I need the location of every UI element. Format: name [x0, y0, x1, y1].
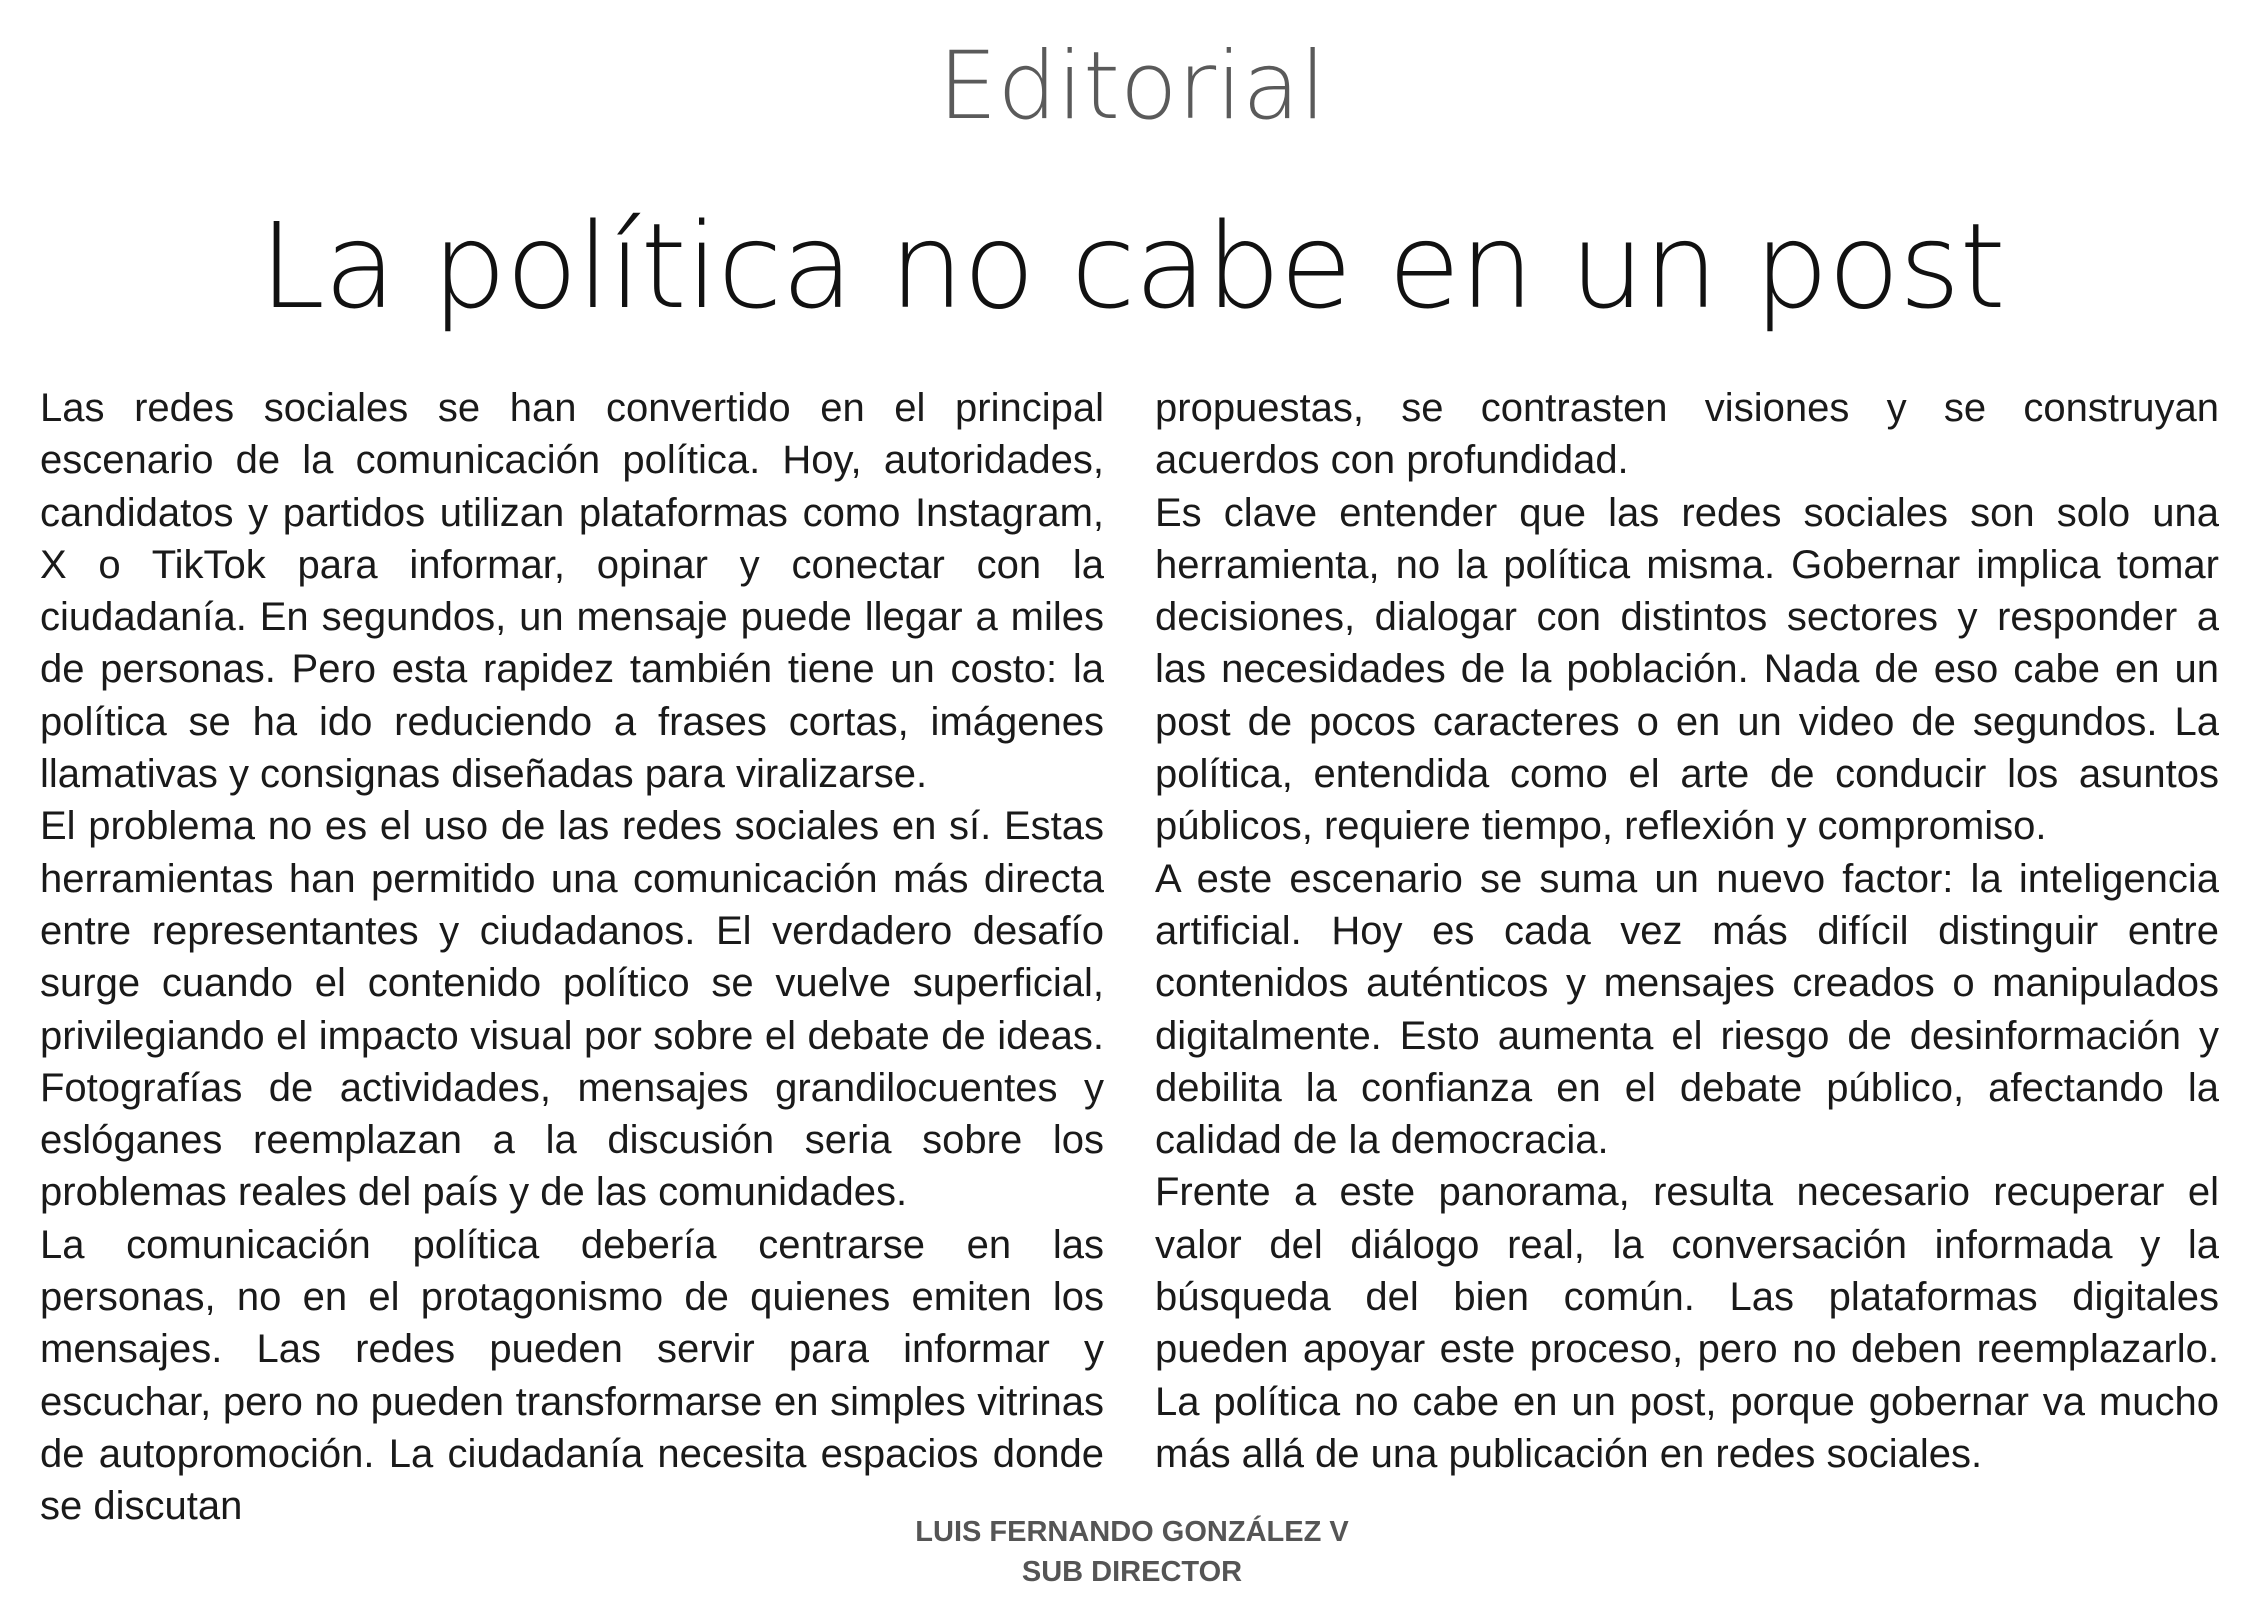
author-role: SUB DIRECTOR	[1021, 1556, 1243, 1588]
paragraph: Las redes sociales se han convertido en el principal escenario de la comunicación política. Hoy, autoridades, candidatos y partidos utilizan plataformas como Instagram, X o TikTok para informar, opinar y conectar con la ciudadanía. En segundos, un mensaje puede llegar a miles de personas. Pero esta rapidez también tiene un costo: la política se ha ido reduciendo a frases cortas, imágenes llamativas y consignas diseñadas para viralizarse.	[40, 386, 1104, 797]
article-column-right	[1155, 382, 2219, 1478]
paragraph: Es clave entender que las redes sociales son solo una herramienta, no la política misma. Gobernar implica tomar decisiones, dialogar con distintos sectores y responder a las necesidades de la población. Nada de eso cabe en un post de pocos caracteres o en un video de segundos. La política, entendida como el arte de conducir los asuntos públicos, requiere tiempo, reflexión y compromiso.	[1155, 490, 2219, 849]
paragraph: La comunicación política debería centrarse en las personas, no en el protagonismo de quienes emiten los mensajes. Las redes pueden servir para informar y escuchar, pero no pueden transformarse en simples vitrinas de autopromoción. La ciudadanía necesita espacios donde se discutan	[40, 1222, 1104, 1529]
paragraph: propuestas, se contrasten visiones y se construyan acuerdos con profundidad.	[1155, 386, 2219, 483]
byline	[0, 1512, 2264, 1592]
headline: La política no cabe en un post	[259, 197, 2005, 335]
paragraph: A este escenario se suma un nuevo factor: la inteligencia artificial. Hoy es cada vez más difícil distinguir entre contenidos auténticos y mensajes creados o manipulados digitalmente. Esto aumenta el riesgo de desinformación y debilita la confianza en el debate público, afectando la calidad de la democracia.	[1155, 856, 2219, 1163]
article-column-left	[40, 382, 1104, 1529]
paragraph: El problema no es el uso de las redes sociales en sí. Estas herramientas han permitido una comunicación más directa entre representantes y ciudadanos. El verdadero desafío surge cuando el contenido político se vuelve superficial, privilegiando el impacto visual por sobre el debate de ideas. Fotografías de actividades, mensajes grandilocuentes y eslóganes reemplazan a la discusión seria sobre los problemas reales del país y de las comunidades.	[40, 804, 1104, 1215]
section-label: Editorial	[937, 32, 1327, 141]
author-name: LUIS FERNANDO GONZÁLEZ V	[915, 1516, 1349, 1548]
paragraph: Frente a este panorama, resulta necesario recuperar el valor del diálogo real, la conversación informada y la búsqueda del bien común. Las plataformas digitales pueden apoyar este proceso, pero no deben reemplazarlo. La política no cabe en un post, porque gobernar va mucho más allá de una publicación en redes sociales.	[1155, 1170, 2219, 1476]
